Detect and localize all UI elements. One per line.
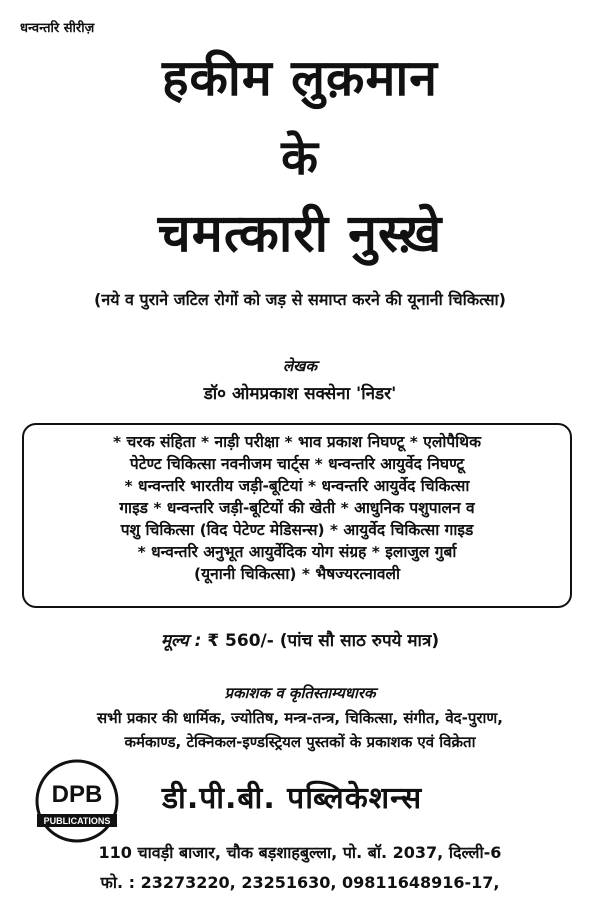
book-list-box <box>22 423 572 608</box>
logo-band-text: PUBLICATIONS <box>43 816 111 826</box>
book-list-line: गाइड * धन्वन्तरि जड़ी-बूटियों की खेती * आधुनिक पशुपालन व <box>119 499 475 517</box>
series-label: धन्वन्तरि सीरीज़ <box>20 21 95 36</box>
price-amount: ₹ 560/- <box>207 631 274 651</box>
book-list-line: * धन्वन्तरि अनुभूत आयुर्वेदिक योग संग्रह * इलाजुल गुर्बा <box>137 543 457 561</box>
book-list-line: * धन्वन्तरि भारतीय जड़ी-बूटियां * धन्वन्तरि आयुर्वेद चिकित्सा <box>124 477 470 495</box>
subtitle: (नये व पुराने जटिल रोगों को जड़ से समाप्त करने की यूनानी चिकित्सा) <box>94 290 506 309</box>
publisher-description-line: सभी प्रकार की धार्मिक, ज्योतिष, मन्त्र-तन्त्र, चिकित्सा, संगीत, वेद-पुराण, <box>97 709 503 727</box>
book-list-line: पशु चिकित्सा (विद पेटेण्ट मेडिसन्स) * आयुर्वेद चिकित्सा गाइड <box>120 521 474 539</box>
publisher-address: 110 चावड़ी बाजार, चौक बड़शाहबुल्ला, पो. बॉ. 2037, दिल्ली-6 <box>98 843 502 862</box>
author-label: लेखक <box>283 357 317 375</box>
publisher-label: प्रकाशक व कृतिस्ताम्यधारक <box>224 684 376 702</box>
book-list-line: * चरक संहिता * नाड़ी परीक्षा * भाव प्रकाश निघण्टू * एलोपैथिक <box>113 433 481 451</box>
author-name: डॉ० ओमप्रकाश सक्सेना 'निडर' <box>203 384 397 404</box>
publisher-description-line: कर्मकाण्ड, टेक्निकल-इण्डस्ट्रियल पुस्तकों के प्रकाशक एवं विक्रेता <box>124 733 476 751</box>
publisher-name: डी.पी.बी. पब्लिकेशन्स <box>162 781 423 816</box>
logo-text: DPB <box>51 781 103 808</box>
title-line-2: के <box>281 130 319 186</box>
price <box>0 628 600 651</box>
dpb-logo <box>34 758 120 844</box>
publisher-description <box>0 706 600 754</box>
book-list-line: पेटेण्ट चिकित्सा नवनीजम चार्ट्स * धन्वन्तरि आयुर्वेद निघण्टू <box>129 455 465 473</box>
title-line-3: चमत्कारी नुस्ख़े <box>157 204 443 264</box>
price-words: (पांच सौ साठ रुपये मात्र) <box>279 631 440 651</box>
title-line-1: हकीम लुक़मान <box>161 49 439 107</box>
publisher-phone: फो. : 23273220, 23251630, 09811648916-17, <box>100 873 500 892</box>
price-label: मूल्य : <box>160 631 202 651</box>
book-list-line: (यूनानी चिकित्सा) * भैषज्यरत्नावली <box>194 565 400 583</box>
